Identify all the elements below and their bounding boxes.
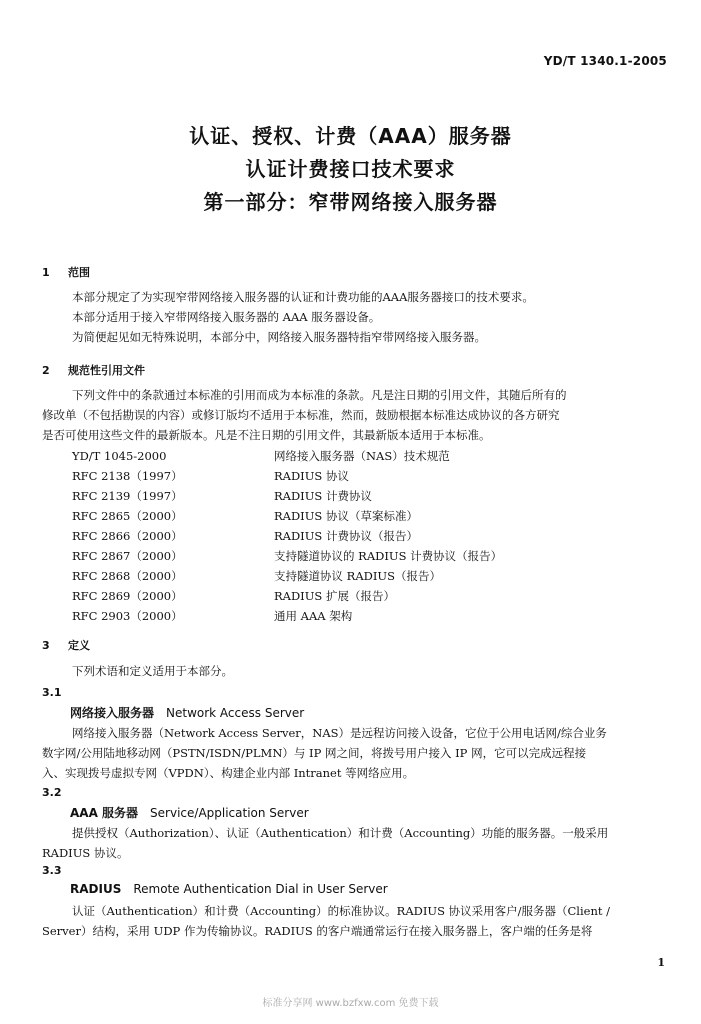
reference-code: RFC 2139（1997） — [72, 489, 183, 503]
reference-title: 支持隧道协议的 RADIUS 计费协议（报告） — [274, 549, 503, 563]
term-en: Service/Application Server — [150, 806, 309, 820]
standard-code: YD/T 1340.1-2005 — [543, 54, 667, 68]
term-heading — [70, 882, 388, 896]
reference-code: YD/T 1045-2000 — [72, 449, 167, 463]
term-zh: 网络接入服务器 — [70, 706, 155, 720]
reference-code: RFC 2903（2000） — [72, 609, 183, 623]
page-number: 1 — [657, 956, 665, 969]
watermark-footer: 标准分享网 www.bzfxw.com 免费下载 — [262, 998, 439, 1009]
term-number: 3.1 — [42, 686, 62, 699]
term-zh: AAA 服务器 — [70, 806, 139, 820]
reference-row — [72, 448, 450, 464]
paragraph-line: 本部分适用于接入窄带网络接入服务器的 AAA 服务器设备。 — [72, 310, 381, 324]
reference-code: RFC 2868（2000） — [72, 569, 183, 583]
reference-row — [72, 548, 502, 564]
reference-title: 支持隧道协议 RADIUS（报告） — [274, 569, 441, 583]
paragraph-line: 提供授权（Authorization）、认证（Authentication）和计费（Accounting）功能的服务器。一般采用 — [72, 826, 609, 840]
reference-title: RADIUS 计费协议（报告） — [274, 529, 418, 543]
section-title: 规范性引用文件 — [68, 364, 145, 377]
reference-code: RFC 2865（2000） — [72, 509, 183, 523]
section-title: 范围 — [68, 266, 90, 279]
section-1-heading — [42, 264, 90, 280]
reference-title: RADIUS 扩展（报告） — [274, 589, 395, 603]
paragraph-line: 下列文件中的条款通过本标准的引用而成为本标准的条款。凡是注日期的引用文件，其随后所有的 — [72, 388, 567, 402]
reference-row — [72, 588, 395, 604]
reference-code: RFC 2869（2000） — [72, 589, 183, 603]
reference-title: 网络接入服务器（NAS）技术规范 — [274, 449, 450, 463]
reference-row — [72, 468, 349, 484]
reference-code: RFC 2866（2000） — [72, 529, 183, 543]
section-2-heading — [42, 362, 145, 378]
reference-row — [72, 568, 441, 584]
term-heading — [70, 804, 309, 821]
paragraph-line: Server）结构，采用 UDP 作为传输协议。RADIUS 的客户端通常运行在接入服务器上，客户端的任务是将 — [42, 924, 593, 938]
paragraph-line: 入、实现拨号虚拟专网（VPDN）、构建企业内部 Intranet 等网络应用。 — [42, 766, 415, 780]
reference-title: RADIUS 计费协议 — [274, 489, 372, 503]
paragraph-line: RADIUS 协议。 — [42, 846, 129, 860]
reference-code: RFC 2138（1997） — [72, 469, 183, 483]
paragraph-line: 认证（Authentication）和计费（Accounting）的标准协议。RADIUS 协议采用客户/服务器（Client / — [72, 904, 611, 918]
term-number: 3.3 — [42, 864, 62, 877]
title-line-1: 认证、授权、计费（AAA）服务器 — [189, 124, 512, 148]
term-number: 3.2 — [42, 786, 62, 799]
paragraph-line: 网络接入服务器（Network Access Server，NAS）是远程访问接入设备，它位于公用电话网/综合业务 — [72, 726, 607, 740]
section-3-heading — [42, 637, 90, 653]
paragraph-line: 是否可使用这些文件的最新版本。凡是不注日期的引用文件，其最新版本适用于本标准。 — [42, 428, 491, 442]
reference-row — [72, 608, 352, 624]
paragraph-line: 数字网/公用陆地移动网（PSTN/ISDN/PLMN）与 IP 网之间，将拨号用户接入 IP 网，它可以完成远程接 — [42, 746, 587, 760]
paragraph-line: 为简便起见如无特殊说明，本部分中，网络接入服务器特指窄带网络接入服务器。 — [72, 330, 486, 344]
reference-title: 通用 AAA 架构 — [274, 609, 353, 623]
reference-row — [72, 528, 418, 544]
term-zh: RADIUS — [70, 882, 122, 896]
term-en: Network Access Server — [166, 706, 305, 720]
section-title: 定义 — [68, 639, 90, 652]
term-heading — [70, 704, 304, 721]
reference-row — [72, 488, 372, 504]
section-number: 2 — [42, 364, 50, 377]
paragraph-line: 本部分规定了为实现窄带网络接入服务器的认证和计费功能的AAA服务器接口的技术要求。 — [72, 290, 534, 304]
title-line-2: 认证计费接口技术要求 — [245, 157, 456, 181]
reference-title: RADIUS 协议 — [274, 469, 349, 483]
paragraph-line: 修改单（不包括勘误的内容）或修订版均不适用于本标准，然而，鼓励根据本标准达成协议的各方研究 — [42, 408, 560, 422]
section-number: 3 — [42, 639, 50, 652]
reference-row — [72, 508, 418, 524]
paragraph-line: 下列术语和定义适用于本部分。 — [72, 664, 233, 678]
reference-title: RADIUS 协议（草案标准） — [274, 509, 418, 523]
reference-code: RFC 2867（2000） — [72, 549, 183, 563]
section-number: 1 — [42, 266, 50, 279]
title-line-3: 第一部分：窄带网络接入服务器 — [203, 190, 498, 214]
term-en: Remote Authentication Dial in User Server — [133, 882, 388, 896]
